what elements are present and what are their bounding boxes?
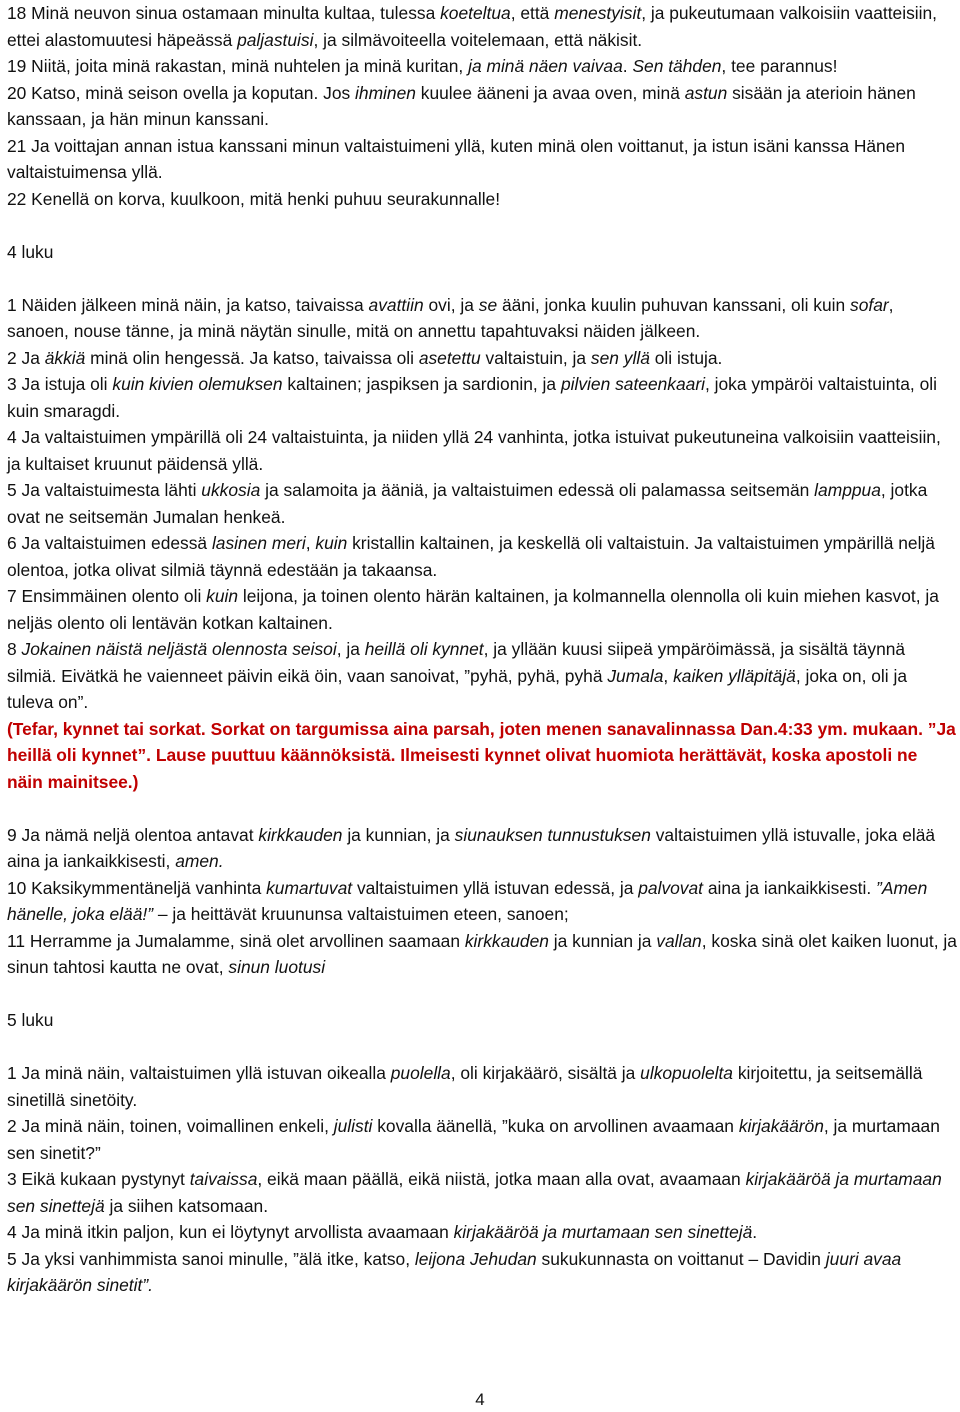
verse: 2 Ja äkkiä minä olin hengessä. Ja katso, taivaissa oli asetettu valtaistuin, ja sen yllä oli istuja. [7,347,723,368]
italic-phrase: ja minä näen vaivaa [468,56,623,76]
italic-phrase: menestyisit [554,3,642,23]
italic-phrase: sen yllä [590,347,650,368]
verse: 9 Ja nämä neljä olentoa antavat kirkkauden ja kunnian, ja siunauksen tunnustuksen valtaistuimen yllä istuvalle, joka elää aina ja iankaikkisesti, amen. [7,824,936,871]
italic-phrase: Jumala [607,665,664,686]
spacer [7,795,957,822]
verse: 21 Ja voittajan annan istua kanssani minun valtaistuimeni yllä, kuten minä olen voittanut, ja istun isäni kanssa Hänen valtaistuimensa yllä. [7,135,906,182]
spacer [7,265,957,292]
chapter4-verses-continued [7,822,957,981]
chapter5-verses [7,1060,957,1299]
italic-phrase: kirkkauden [464,930,549,951]
verse: 20 Katso, minä seison ovella ja koputan. Jos ihminen kuulee ääneni ja avaa oven, minä astun sisään ja aterioin hänen kanssaan, ja hän minun kanssani. [7,82,916,129]
italic-phrase: lasinen meri [211,533,306,553]
italic-phrase: Jokainen näistä neljästä olennosta seisoi [21,639,337,659]
page-number: 4 [475,1390,485,1409]
italic-phrase: se [478,294,498,315]
verse: 1 Ja minä näin, valtaistuimen yllä istuvan oikealla puolella, oli kirjakäärö, sisältä ja ulkopuolelta kirjoitettu, ja seitsemällä sinetillä sinetöity. [7,1063,923,1110]
italic-phrase: amen. [175,851,224,871]
italic-phrase: kirkkauden [258,824,343,845]
italic-phrase: siunauksen tunnustuksen [454,824,651,845]
verse: 4 Ja minä itkin paljon, kun ei löytynyt arvollista avaamaan kirjakääröä ja murtamaan sen sinettejä. [7,1222,758,1242]
spacer [7,981,957,1008]
italic-phrase: ukkosia [201,480,261,500]
italic-phrase: puolella [390,1063,451,1083]
verse: 2 Ja minä näin, toinen, voimallinen enkeli, julisti kovalla äänellä, ”kuka on arvollinen avaamaan kirjakäärön, ja murtamaan sen sinetit?” [7,1116,940,1163]
verse: 6 Ja valtaistuimen edessä lasinen meri, kuin kristallin kaltainen, ja keskellä oli valtaistuin. Ja valtaistuimen ympärillä neljä olentoa, jotka olivat silmiä täynnä edestään ja takaansa. [7,533,935,580]
italic-phrase: astun [684,82,728,103]
italic-phrase: palvovat [638,877,704,898]
italic-phrase: lamppua [814,480,881,500]
italic-phrase: sinun luotusi [228,957,326,977]
italic-phrase: avattiin [368,294,424,315]
spacer [7,1034,957,1061]
italic-phrase: ihminen [355,82,416,103]
verse: 19 Niitä, joita minä rakastan, minä nuhtelen ja minä kuritan, ja minä näen vaivaa. Sen tähden, tee parannus! [7,56,838,76]
verse: 11 Herramme ja Jumalamme, sinä olet arvollinen saamaan kirkkauden ja kunnian ja vallan, koska sinä olet kaiken luonut, ja sinun tahtosi kautta ne ovat, sinun luotusi [7,930,957,977]
italic-phrase: heillä oli kynnet [364,639,484,659]
italic-phrase: kumartuvat [266,877,353,898]
italic-phrase: kaiken ylläpitäjä [673,665,796,686]
verse: 10 Kaksikymmentäneljä vanhinta kumartuvat valtaistuimen yllä istuvan edessä, ja palvovat aina ja iankaikkisesti. ”Amen hänelle, joka elää!” – ja heittävät kruununsa valtaistuimen eteen, sanoen; [7,877,928,924]
italic-phrase: koeteltua [440,3,511,23]
verse: 5 Ja valtaistuimesta lähti ukkosia ja salamoita ja ääniä, ja valtaistuimen edessä oli palamassa seitsemän lamppua, jotka ovat ne seitsemän Jumalan henkeä. [7,480,928,527]
chapter4-verses [7,292,957,716]
italic-phrase: kuin kivien olemuksen [112,374,283,394]
verse: 7 Ensimmäinen olento oli kuin leijona, ja toinen olento härän kaltainen, ja kolmannella olennolla oli kuin miehen kasvot, ja neljäs olento oli lentävän kotkan kaltainen. [7,586,939,633]
spacer [7,212,957,239]
verse: 3 Ja istuja oli kuin kivien olemuksen kaltainen; jaspiksen ja sardionin, ja pilvien sateenkaari, joka ympäröi valtaistuinta, oli kuin smaragdi. [7,374,937,421]
italic-phrase: julisti [333,1116,373,1136]
italic-phrase: kirjakääröä ja murtamaan sen sinettejä [7,1169,942,1216]
chapter4-title: 4 luku [7,241,54,262]
italic-phrase: vallan [656,930,702,951]
italic-phrase: pilvien sateenkaari [560,374,705,394]
verse: 5 Ja yksi vanhimmista sanoi minulle, ”älä itke, katso, leijona Jehudan sukukunnasta on voittanut – Davidin juuri avaa kirjakäärön sinetit”. [7,1248,902,1295]
document-body [7,0,957,1299]
verse: 3 Eikä kukaan pystynyt taivaissa, eikä maan päällä, eikä niistä, jotka maan alla ovat, avaamaan kirjakääröä ja murtamaan sen sinettejä ja siihen katsomaan. [7,1169,942,1216]
italic-phrase: taivaissa [189,1169,258,1189]
italic-phrase: kirjakäärön [738,1116,824,1136]
italic-phrase: kirjakääröä ja murtamaan sen sinettejä [453,1222,753,1242]
italic-phrase: leijona Jehudan [414,1248,537,1269]
verse: 18 Minä neuvon sinua ostamaan minulta kultaa, tulessa koeteltua, että menestyisit, ja pukeutumaan valkoisiin vaatteisiin, ettei alastomuutesi häpeässä paljastuisi, ja silmävoiteella voitelemaan, että näkisit. [7,3,937,50]
translator-note: (Tefar, kynnet tai sorkat. Sorkat on targumissa aina parsah, joten menen sanavalinnassa Dan.4:33 ym. mukaan. ”Ja heillä oli kynnet”. Lause puuttuu käännöksistä. Ilmeisesti kynnet olivat huomiota herättävät, koska apostoli ne näin mainitsee.) [7,718,956,792]
italic-phrase: sofar [850,294,889,315]
verse: 4 Ja valtaistuimen ympärillä oli 24 valtaistuinta, ja niiden yllä 24 vanhinta, jotka istuivat pukeutuneina valkoisiin vaatteisiin, ja kultaiset kruunut päidensä yllä. [7,427,941,474]
italic-phrase: ulkopuolelta [640,1063,733,1083]
verse: 22 Kenellä on korva, kuulkoon, mitä henki puhuu seurakunnalle! [7,188,501,209]
italic-phrase: äkkiä [44,347,86,368]
italic-phrase: kuin [206,586,239,606]
chapter5-title: 5 luku [7,1010,54,1030]
verse: 8 Jokainen näistä neljästä olennosta seisoi, ja heillä oli kynnet, ja yllään kuusi siipeä ympäröimässä, ja sisältä täynnä silmiä. Eivätkä he vaienneet päivin eikä öin, vaan sanoivat, ”pyhä, pyhä, pyhä Jumala, kaiken ylläpitäjä, joka on, oli ja tuleva on”. [7,639,908,712]
italic-phrase: ”Amen hänelle, joka elää!” [7,877,928,924]
italic-phrase: kuin [315,533,348,553]
italic-phrase: paljastuisi [237,29,314,50]
italic-phrase: Sen tähden [632,56,722,76]
italic-phrase: asetettu [418,347,481,368]
italic-phrase: juuri avaa kirjakäärön sinetit”. [7,1248,902,1295]
verse: 1 Näiden jälkeen minä näin, ja katso, taivaissa avattiin ovi, ja se ääni, jonka kuulin puhuvan kanssani, oli kuin sofar, sanoen, nouse tänne, ja minä näytän sinulle, mitä on annettu tapahtuvaksi näiden jälkeen. [7,294,894,341]
verses-top [7,0,957,212]
